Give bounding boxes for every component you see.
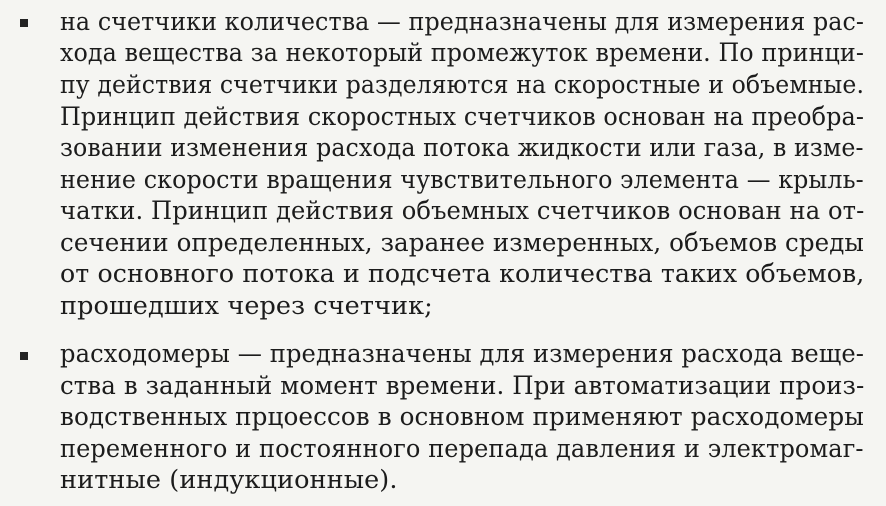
text-line: водственных прцоессов в основном применяют расходомеры xyxy=(60,402,864,432)
text-line: переменного и постоянного перепада давления и электромаг- xyxy=(60,434,864,464)
bullet-square-icon xyxy=(20,19,28,27)
text-line: прошедших через счетчик; xyxy=(60,291,433,321)
text-line: на счетчики количества — предназначены для измерения рас- xyxy=(60,7,865,37)
text-line: нение скорости вращения чувствительного элемента — крыль- xyxy=(60,165,864,195)
text-line: чатки. Принцип действия объемных счетчиков основан на от- xyxy=(60,196,865,226)
text-line: Принцип действия скоростных счетчиков основан на преобра- xyxy=(60,102,865,132)
text-line: хода вещества за некоторый промежуток времени. По принци- xyxy=(60,38,864,68)
text-line: ства в заданный момент времени. При автоматизации произ- xyxy=(60,371,865,401)
text-line: пу действия счетчики разделяются на скоростные и объемные. xyxy=(60,70,865,100)
text-line: нитные (индукционные). xyxy=(60,465,398,495)
text-line: от основного потока и подсчета количества таких объемов, xyxy=(60,259,865,289)
text-line: сечении определенных, заранее измеренных, объемов среды xyxy=(60,228,865,258)
bullet-square-icon xyxy=(20,352,28,360)
text-line: расходомеры — предназначены для измерения расхода веще- xyxy=(60,339,865,369)
text-line: зовании изменения расхода потока жидкости или газа, в изме- xyxy=(60,133,864,163)
